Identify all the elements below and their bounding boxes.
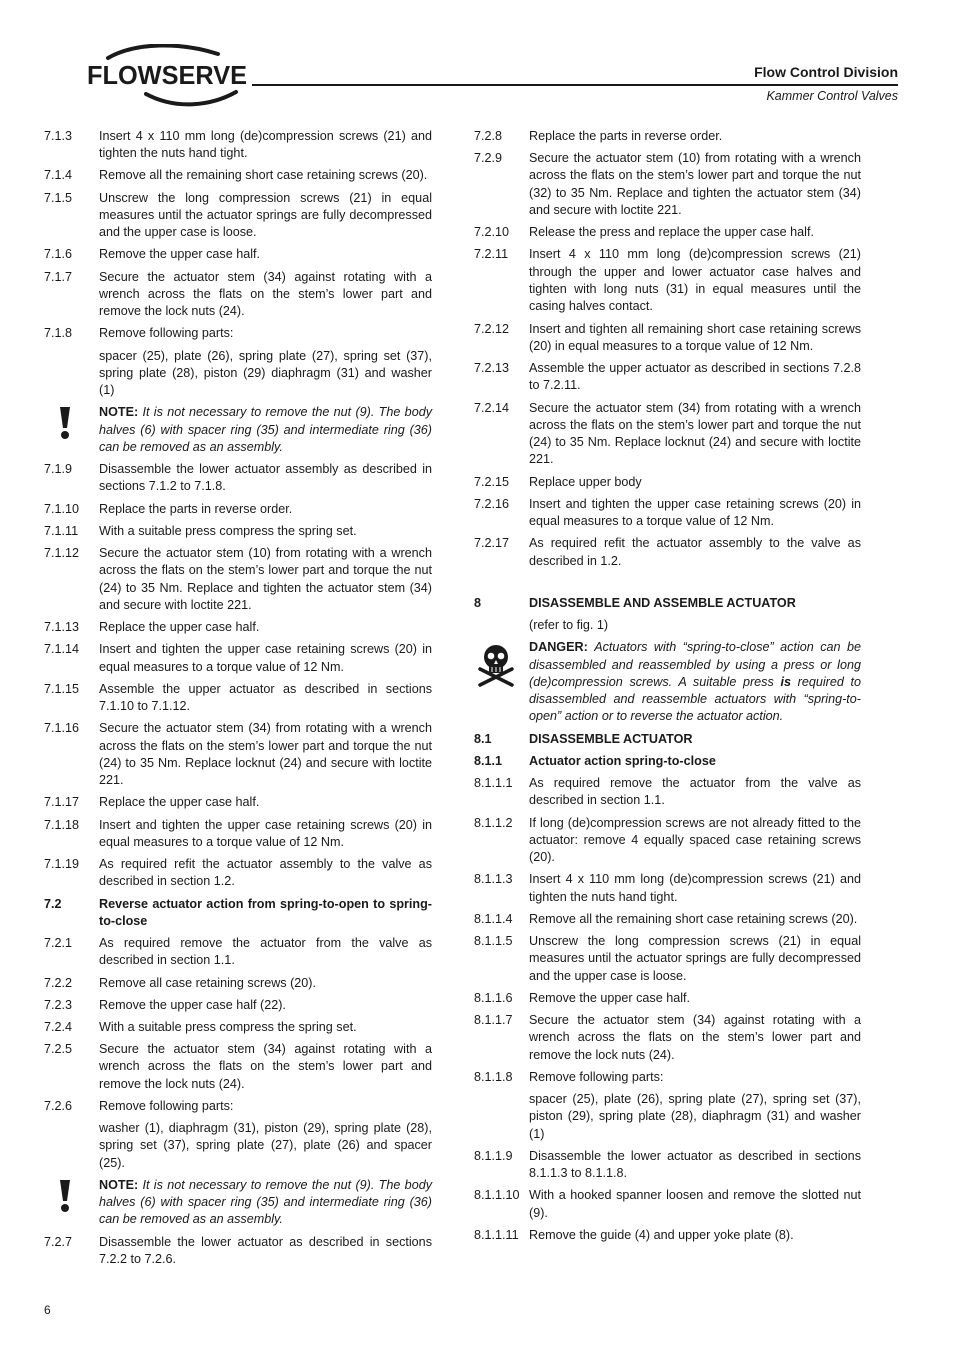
step-text: Secure the actuator stem (34) from rotating with a wrench across the flats on the stem’s lower part and torque the nut (24) to 35 Nm. Replace locknut (24) and secure with loctite 221. [529, 400, 861, 467]
step-number: 7.1.17 [44, 795, 80, 810]
procedure-step [474, 400, 861, 469]
procedure-step [44, 269, 432, 321]
procedure-step [44, 1041, 432, 1093]
section-heading [474, 753, 861, 770]
procedure-step [44, 128, 432, 163]
step-number: 7.1.12 [44, 546, 80, 561]
section-number: 8 [474, 595, 482, 610]
step-text: Insert 4 x 110 mm long (de)compression screws (21) and tighten the nuts hand tight. [529, 872, 861, 904]
step-text: Remove following parts: [529, 1069, 664, 1084]
page-number: 6 [44, 1303, 51, 1317]
step-number: 7.1.10 [44, 501, 80, 516]
procedure-step [474, 1148, 861, 1183]
procedure-step [474, 1069, 861, 1086]
step-text: Replace the parts in reverse order. [529, 129, 723, 143]
step-number: 7.1.3 [44, 129, 73, 143]
procedure-step [474, 150, 861, 219]
procedure-step [44, 246, 432, 263]
procedure-step [474, 1012, 861, 1064]
step-number: 7.2.2 [44, 975, 73, 990]
procedure-step [474, 496, 861, 531]
procedure-step [474, 990, 861, 1007]
danger-emphasis: is [780, 674, 791, 689]
procedure-step [474, 246, 861, 315]
step-text: Secure the actuator stem (34) against rotating with a wrench across the flats on the stem’s lower part and remove the lock nuts (24). [529, 1013, 861, 1062]
procedure-step [474, 535, 861, 570]
header-rule [252, 84, 898, 86]
note-text: It is not necessary to remove the nut (9). The body halves (6) with spacer ring (35) and intermediate ring (36) can be removed as an assembly. [99, 405, 432, 454]
step-text: Remove all case retaining screws (20). [99, 975, 316, 990]
procedure-step [44, 975, 432, 992]
division-title: Flow Control Division [754, 64, 898, 80]
procedure-step [44, 325, 432, 342]
procedure-step [44, 720, 432, 789]
step-text: Remove following parts: [99, 326, 234, 341]
step-number: 8.1.1.5 [474, 934, 513, 949]
division-subtitle: Kammer Control Valves [766, 89, 898, 103]
section-heading [44, 896, 432, 931]
step-text: Unscrew the long compression screws (21) in equal measures until the actuator springs are fully decompressed and the upper case is loose. [529, 934, 861, 983]
step-number: 7.2.12 [474, 321, 510, 336]
step-number: 7.1.9 [44, 462, 73, 477]
procedure-step [474, 224, 861, 241]
procedure-step [474, 775, 861, 810]
procedure-step [44, 997, 432, 1014]
step-number: 7.2.1 [44, 936, 73, 951]
step-text: Replace upper body [529, 474, 642, 489]
step-continuation: spacer (25), plate (26), spring plate (27), spring set (37), spring plate (28), piston (29) diaphragm (31) and washer (1) [99, 348, 432, 398]
danger-text: Actuators with “spring-to-close” action can be disassembled and reassembled by using a press or long (de)compression screws. A suitable press [529, 640, 861, 689]
procedure-step [44, 856, 432, 891]
procedure-step [44, 190, 432, 242]
note-block [44, 404, 432, 456]
step-text: Disassemble the lower actuator assembly as described in sections 7.1.2 to 7.1.8. [99, 462, 432, 494]
step-number: 8.1.1.7 [474, 1013, 513, 1028]
procedure-step [474, 871, 861, 906]
danger-block [474, 639, 861, 725]
procedure-step [474, 815, 861, 867]
step-text: Remove the upper case half. [99, 247, 261, 262]
step-number: 8.1.1.4 [474, 911, 513, 926]
step-text: Remove all the remaining short case retaining screws (20). [99, 168, 428, 183]
procedure-step [44, 817, 432, 852]
section-title: Reverse actuator action from spring-to-open to spring-to-close [99, 896, 432, 928]
note-text: It is not necessary to remove the nut (9). The body halves (6) with spacer ring (35) and intermediate ring (36) can be removed as an assembly. [99, 1177, 432, 1227]
step-text: Disassemble the lower actuator as described in sections 7.2.2 to 7.2.6. [99, 1234, 432, 1266]
step-text: As required remove the actuator from the valve as described in section 1.1. [529, 776, 861, 808]
step-text: If long (de)compression screws are not already fitted to the actuator: remove 4 equally spaced case retaining screws (20). [529, 815, 861, 865]
step-number: 7.2.7 [44, 1234, 73, 1249]
step-number: 7.1.11 [44, 523, 79, 538]
step-number: 7.2.3 [44, 997, 73, 1012]
step-number: 7.2.9 [474, 151, 503, 166]
step-text: Secure the actuator stem (34) from rotating with a wrench across the flats on the stem’s lower part and torque the nut (24) to 35 Nm. Replace locknut (24) and secure with loctite 221. [99, 721, 432, 788]
procedure-step [474, 128, 861, 145]
warning-exclamation-icon [58, 1179, 72, 1213]
flowserve-logo [86, 44, 256, 108]
note-block [44, 1177, 432, 1229]
step-continuation: (refer to fig. 1) [529, 618, 609, 633]
procedure-step [44, 619, 432, 636]
step-number: 8.1.1.9 [474, 1148, 513, 1163]
step-text: Replace the upper case half. [99, 795, 260, 810]
step-number: 8.1.1.2 [474, 815, 513, 830]
note-label: NOTE: [99, 1177, 139, 1192]
step-text: Remove all the remaining short case retaining screws (20). [529, 911, 858, 926]
step-number: 7.1.8 [44, 326, 73, 341]
procedure-step [44, 545, 432, 614]
section-heading [474, 731, 861, 748]
procedure-step [474, 360, 861, 395]
procedure-step [474, 321, 861, 356]
step-text: Release the press and replace the upper case half. [529, 225, 814, 240]
procedure-step [44, 167, 432, 184]
section-title: DISASSEMBLE ACTUATOR [529, 731, 693, 746]
step-text: Insert and tighten the upper case retaining screws (20) in equal measures to a torque value of 12 Nm. [99, 817, 432, 849]
step-text: Secure the actuator stem (34) against rotating with a wrench across the flats on the stem’s lower part and remove the lock nuts (24). [99, 269, 432, 319]
step-text: As required refit the actuator assembly to the valve as described in section 1.2. [99, 857, 432, 889]
step-number: 7.2.6 [44, 1098, 73, 1113]
step-number: 7.2.15 [474, 474, 510, 489]
step-text: With a suitable press compress the spring set. [99, 523, 357, 538]
step-text: As required remove the actuator from the valve as described in section 1.1. [99, 936, 432, 968]
step-number: 7.2.14 [474, 400, 510, 415]
section-number: 8.1 [474, 731, 492, 746]
skull-crossbones-icon [476, 643, 516, 687]
step-number: 7.1.7 [44, 269, 73, 284]
step-number: 7.1.18 [44, 817, 80, 832]
step-number: 8.1.1.11 [474, 1227, 519, 1242]
step-text: As required refit the actuator assembly to the valve as described in 1.2. [529, 536, 861, 568]
procedure-step [44, 641, 432, 676]
step-text: Insert and tighten all remaining short case retaining screws (20) in equal measures to a torque value of 12 Nm. [529, 321, 861, 353]
step-number: 7.1.4 [44, 168, 73, 183]
step-number: 7.1.16 [44, 721, 80, 736]
section-number: 8.1.1 [474, 753, 503, 768]
right-column [474, 128, 861, 1249]
procedure-step [474, 474, 861, 491]
step-text: Disassemble the lower actuator as described in sections 8.1.1.3 to 8.1.1.8. [529, 1148, 861, 1181]
procedure-step [44, 935, 432, 970]
step-continuation: washer (1), diaphragm (31), piston (29), spring plate (28), spring set (37), spring plate (27), plate (26) and spacer (25). [99, 1121, 432, 1170]
step-text: Insert 4 x 110 mm long (de)compression screws (21) and tighten the nuts hand tight. [99, 129, 432, 161]
step-number: 7.2.4 [44, 1019, 73, 1034]
danger-text: required to disassembled and reassemble actuators with “spring-to-open” action or to reverse the actuator action. [529, 674, 861, 724]
step-number: 7.2.10 [474, 225, 510, 240]
step-number: 8.1.1.8 [474, 1069, 513, 1084]
step-text: Remove the upper case half. [529, 990, 691, 1005]
note-label: NOTE: [99, 405, 139, 420]
step-number: 8.1.1.10 [474, 1188, 520, 1203]
procedure-step [44, 681, 432, 716]
page-header [0, 0, 954, 120]
procedure-step [44, 1234, 432, 1269]
procedure-step [474, 911, 861, 928]
step-text: With a suitable press compress the spring set. [99, 1019, 357, 1034]
step-number: 7.2.16 [474, 496, 510, 511]
step-number: 7.2.8 [474, 129, 503, 143]
section-heading [474, 595, 861, 612]
step-text: With a hooked spanner loosen and remove the slotted nut (9). [529, 1188, 861, 1220]
section-spacer [474, 575, 861, 595]
step-text: Secure the actuator stem (34) against rotating with a wrench across the flats on the stem’s lower part and remove the lock nuts (24). [99, 1042, 432, 1091]
step-number: 7.2.13 [474, 361, 510, 376]
step-text: Replace the parts in reverse order. [99, 501, 293, 516]
step-number: 7.1.13 [44, 620, 80, 635]
step-text: Remove the upper case half (22). [99, 997, 286, 1012]
procedure-step [474, 1227, 861, 1244]
step-text: Secure the actuator stem (10) from rotating with a wrench across the flats on the stem’s lower part and torque the nut (32) to 35 Nm. Replace and tighten the actuator stem (34) and secure with loctite 221. [529, 151, 861, 218]
step-number: 7.2.5 [44, 1042, 73, 1057]
step-text: Secure the actuator stem (10) from rotating with a wrench across the flats on the stem’s lower part and torque the nut (24) to 35 Nm. Replace and tighten the actuator stem (34) and secure with loctite 221. [99, 546, 432, 612]
step-continuation: spacer (25), plate (26), spring plate (27), spring set (37), piston (29), spring plate (28), diaphragm (31) and washer (1) [529, 1092, 861, 1141]
step-number: 8.1.1.3 [474, 872, 513, 887]
svg-text:FLOWSERVE: FLOWSERVE [87, 60, 247, 90]
step-text: Assemble the upper actuator as described in sections 7.2.8 to 7.2.11. [529, 361, 861, 393]
step-number: 7.1.19 [44, 857, 80, 872]
step-text: Replace the upper case half. [99, 620, 260, 635]
section-title: DISASSEMBLE AND ASSEMBLE ACTUATOR [529, 595, 796, 610]
step-number: 8.1.1.6 [474, 990, 513, 1005]
procedure-step [474, 933, 861, 985]
section-title: Actuator action spring-to-close [529, 753, 716, 768]
procedure-step [474, 1187, 861, 1222]
step-text: Assemble the upper actuator as described in sections 7.1.10 to 7.1.12. [99, 681, 432, 714]
step-text: Insert 4 x 110 mm long (de)compression screws (21) through the upper and lower actuator case halves and tighten with long nuts (31) in equal measures until the casing halves contact. [529, 247, 861, 314]
step-number: 7.1.15 [44, 681, 80, 696]
step-text: Remove following parts: [99, 1098, 234, 1113]
step-text: Unscrew the long compression screws (21) in equal measures until the actuator springs are fully decompressed and the upper case is loose. [99, 190, 432, 240]
step-number: 7.1.14 [44, 642, 80, 657]
warning-exclamation-icon [58, 406, 72, 440]
danger-label: DANGER: [529, 640, 588, 655]
step-number: 7.1.5 [44, 190, 73, 205]
step-number: 8.1.1.1 [474, 776, 513, 791]
procedure-step [44, 461, 432, 496]
step-number: 7.1.6 [44, 247, 73, 262]
section-number: 7.2 [44, 896, 62, 911]
procedure-step [44, 1098, 432, 1115]
step-text: Insert and tighten the upper case retaining screws (20) in equal measures to a torque value of 12 Nm. [99, 642, 432, 674]
procedure-step [44, 1019, 432, 1036]
procedure-step [44, 501, 432, 518]
step-text: Remove the guide (4) and upper yoke plate (8). [529, 1227, 794, 1242]
procedure-step [44, 794, 432, 811]
step-text: Insert and tighten the upper case retaining screws (20) in equal measures to a torque value of 12 Nm. [529, 496, 861, 529]
left-column [44, 128, 432, 1273]
procedure-step [44, 523, 432, 540]
step-number: 7.2.11 [474, 247, 509, 262]
step-number: 7.2.17 [474, 536, 510, 551]
